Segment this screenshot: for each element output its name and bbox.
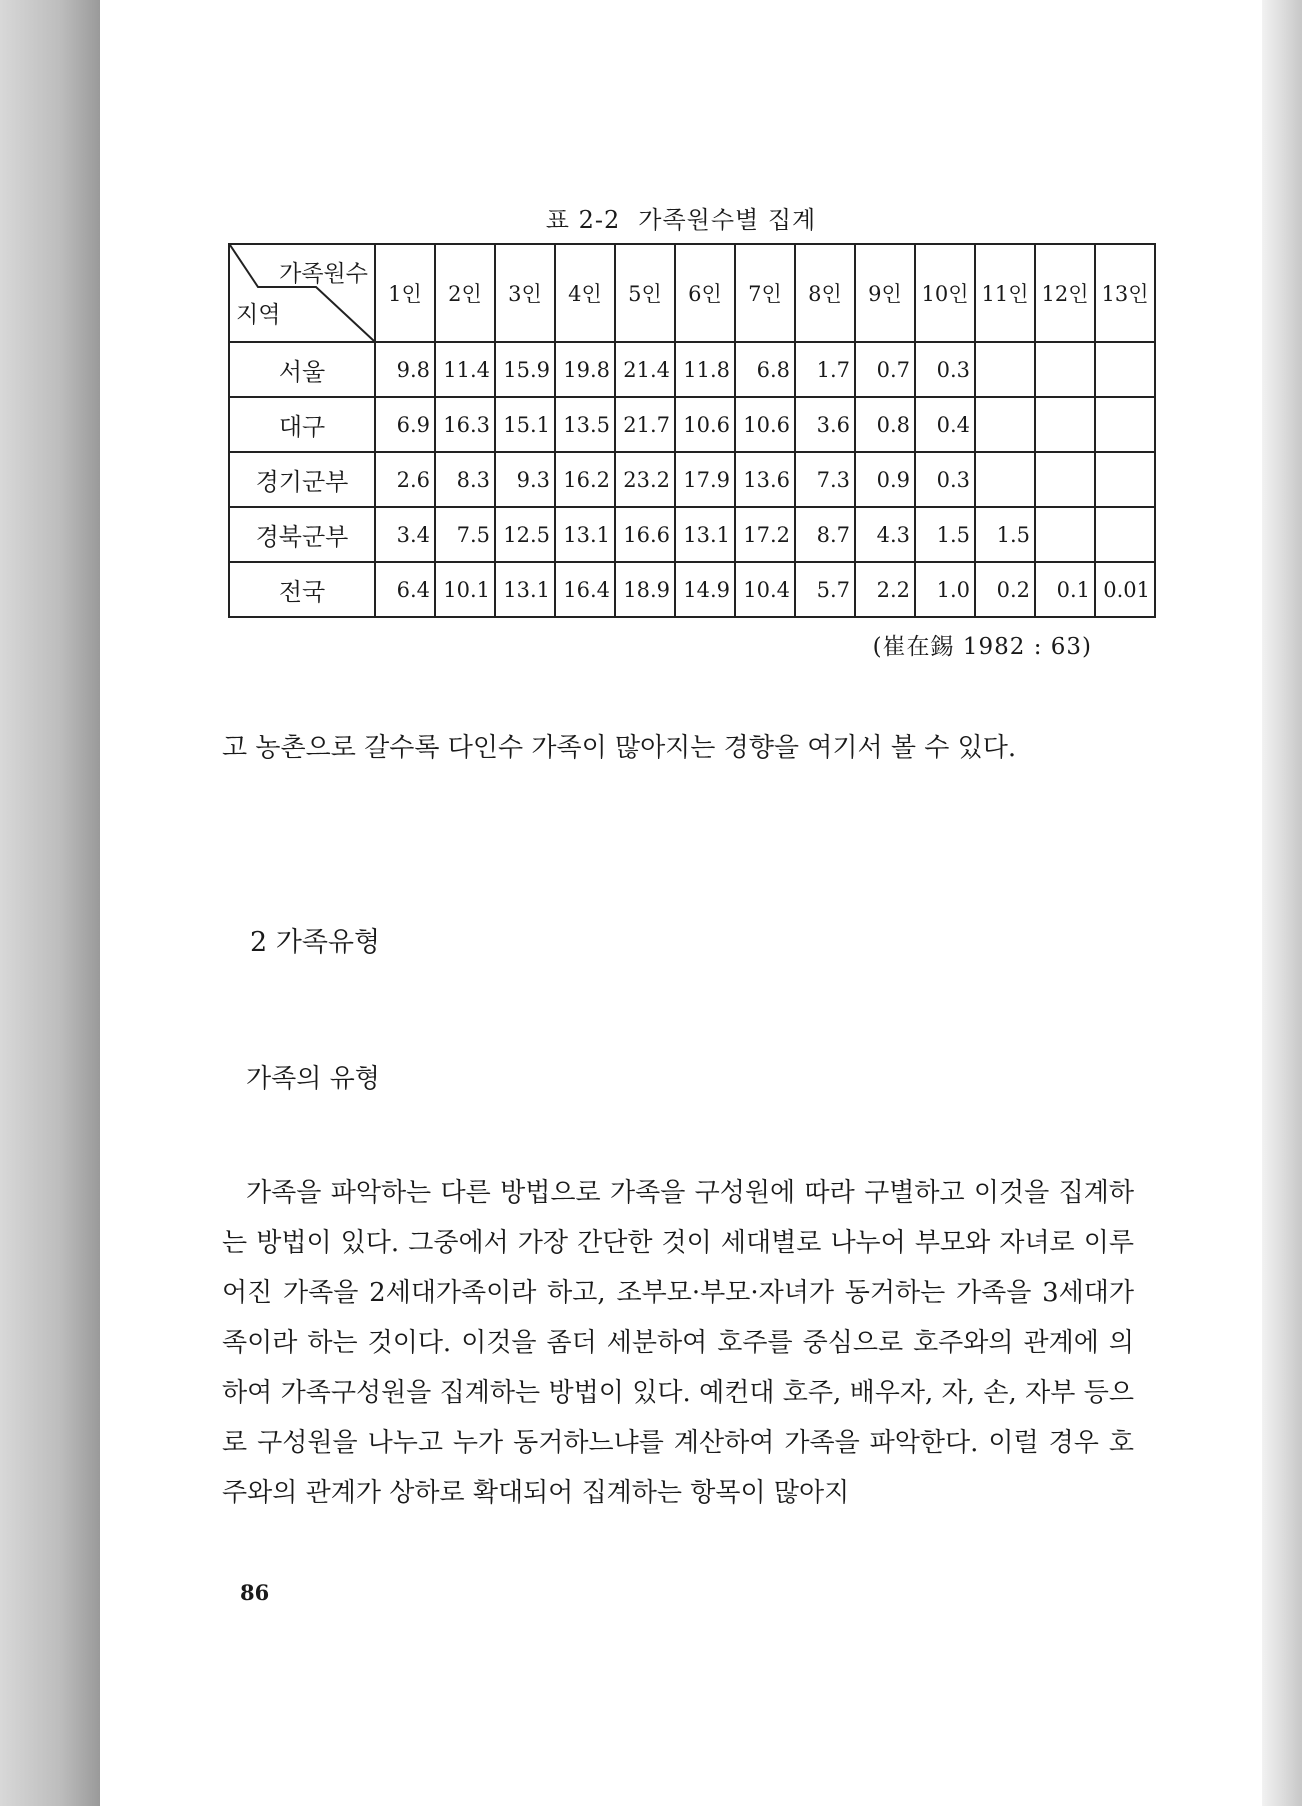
table-cell: 6.9 <box>375 397 435 452</box>
row-label: 전국 <box>229 562 375 617</box>
table-cell: 18.9 <box>615 562 675 617</box>
column-header: 4인 <box>555 244 615 342</box>
table-cell: 23.2 <box>615 452 675 507</box>
table-cell: 15.9 <box>495 342 555 397</box>
column-header: 9인 <box>855 244 915 342</box>
table-cell: 16.3 <box>435 397 495 452</box>
table-cell: 5.7 <box>795 562 855 617</box>
table-cell: 10.6 <box>675 397 735 452</box>
table-cell: 10.4 <box>735 562 795 617</box>
table-cell: 13.1 <box>555 507 615 562</box>
table-cell: 10.6 <box>735 397 795 452</box>
table-row <box>229 562 1155 617</box>
column-header: 12인 <box>1035 244 1095 342</box>
table-cell <box>975 452 1035 507</box>
table-cell: 7.3 <box>795 452 855 507</box>
page-number: 86 <box>240 1580 270 1605</box>
column-header: 13인 <box>1095 244 1155 342</box>
table-cell: 8.3 <box>435 452 495 507</box>
table-cell: 1.5 <box>975 507 1035 562</box>
table-caption-title: 가족원수별 집계 <box>638 206 817 234</box>
column-header: 6인 <box>675 244 735 342</box>
row-label: 경북군부 <box>229 507 375 562</box>
table-cell: 9.8 <box>375 342 435 397</box>
table-cell <box>975 342 1035 397</box>
book-left-edge <box>0 0 100 1806</box>
table-cell <box>1095 342 1155 397</box>
table-row <box>229 397 1155 452</box>
column-header: 1인 <box>375 244 435 342</box>
book-right-edge <box>1262 0 1302 1806</box>
section-title: 2 가족유형 <box>250 927 381 958</box>
table-cell <box>975 397 1035 452</box>
table-cell <box>1095 452 1155 507</box>
column-header: 3인 <box>495 244 555 342</box>
table-cell <box>1035 342 1095 397</box>
table-cell: 14.9 <box>675 562 735 617</box>
table-source: (崔在錫 1982 : 63) <box>872 634 1092 660</box>
table-cell: 16.2 <box>555 452 615 507</box>
table-cell: 11.8 <box>675 342 735 397</box>
row-label: 대구 <box>229 397 375 452</box>
table-row <box>229 342 1155 397</box>
table-cell: 0.01 <box>1095 562 1155 617</box>
table-cell: 0.2 <box>975 562 1035 617</box>
table-cell <box>1035 397 1095 452</box>
table-cell: 13.1 <box>675 507 735 562</box>
column-header: 8인 <box>795 244 855 342</box>
table-cell: 13.5 <box>555 397 615 452</box>
table-cell: 16.6 <box>615 507 675 562</box>
table-cell: 17.9 <box>675 452 735 507</box>
table-cell: 4.3 <box>855 507 915 562</box>
book-page <box>100 0 1262 1806</box>
table-cell: 0.4 <box>915 397 975 452</box>
table-cell: 3.4 <box>375 507 435 562</box>
header-top-label: 가족원수 <box>279 261 368 287</box>
table-cell: 0.7 <box>855 342 915 397</box>
table-row <box>229 507 1155 562</box>
table-cell: 16.4 <box>555 562 615 617</box>
table-cell: 1.5 <box>915 507 975 562</box>
family-size-table <box>228 243 1156 618</box>
column-header: 5인 <box>615 244 675 342</box>
table-row <box>229 452 1155 507</box>
table-cell: 6.8 <box>735 342 795 397</box>
table-cell: 1.0 <box>915 562 975 617</box>
table-cell: 2.2 <box>855 562 915 617</box>
table-cell: 19.8 <box>555 342 615 397</box>
column-header: 2인 <box>435 244 495 342</box>
table-caption <box>100 200 1262 235</box>
sub-title: 가족의 유형 <box>246 1064 380 1094</box>
table-cell: 1.7 <box>795 342 855 397</box>
column-header: 10인 <box>915 244 975 342</box>
table-cell: 21.4 <box>615 342 675 397</box>
table-cell <box>1095 397 1155 452</box>
table-cell <box>1095 507 1155 562</box>
table-cell: 15.1 <box>495 397 555 452</box>
table-cell: 0.3 <box>915 452 975 507</box>
table-cell: 3.6 <box>795 397 855 452</box>
table-cell: 6.4 <box>375 562 435 617</box>
table-corner-cell <box>229 244 375 342</box>
table-cell: 0.8 <box>855 397 915 452</box>
row-label: 서울 <box>229 342 375 397</box>
table-cell: 11.4 <box>435 342 495 397</box>
column-header: 7인 <box>735 244 795 342</box>
row-label: 경기군부 <box>229 452 375 507</box>
paragraph-2: 가족을 파악하는 다른 방법으로 가족을 구성원에 따라 구별하고 이것을 집계하는 방법이 있다. 그중에서 가장 간단한 것이 세대별로 나누어 부모와 자녀로 이루어진 가족을 2세대가족이라 하고, 조부모·부모·자녀가 동거하는 가족을 3세대가족이라 하는 것이다. 이것을 좀더 세분하여 호주를 중심으로 호주와의 관계에 의하여 가족구성원을 집계하는 방법이 있다. 예컨대 호주, 배우자, 자, 손, 자부 등으로 구성원을 나누고 누가 동거하느냐를 계산하여 가족을 파악한다. 이럴 경우 호주와의 관계가 상하로 확대되어 집계하는 항목이 많아지 <box>222 1178 1134 1508</box>
table-cell: 2.6 <box>375 452 435 507</box>
table-cell: 0.1 <box>1035 562 1095 617</box>
table-cell: 7.5 <box>435 507 495 562</box>
table-cell: 9.3 <box>495 452 555 507</box>
table-cell <box>1035 507 1095 562</box>
table-cell: 13.6 <box>735 452 795 507</box>
column-header: 11인 <box>975 244 1035 342</box>
table-cell: 0.3 <box>915 342 975 397</box>
table-cell: 8.7 <box>795 507 855 562</box>
table-cell: 10.1 <box>435 562 495 617</box>
table-cell: 0.9 <box>855 452 915 507</box>
header-left-label: 지역 <box>236 302 281 328</box>
table-cell: 21.7 <box>615 397 675 452</box>
table-cell: 13.1 <box>495 562 555 617</box>
table-header-row <box>229 244 1155 342</box>
paragraph-1: 고 농촌으로 갈수록 다인수 가족이 많아지는 경향을 여기서 볼 수 있다. <box>222 733 1017 763</box>
table-cell: 12.5 <box>495 507 555 562</box>
table-cell <box>1035 452 1095 507</box>
table-cell: 17.2 <box>735 507 795 562</box>
table-caption-number: 표 2-2 <box>545 206 621 234</box>
